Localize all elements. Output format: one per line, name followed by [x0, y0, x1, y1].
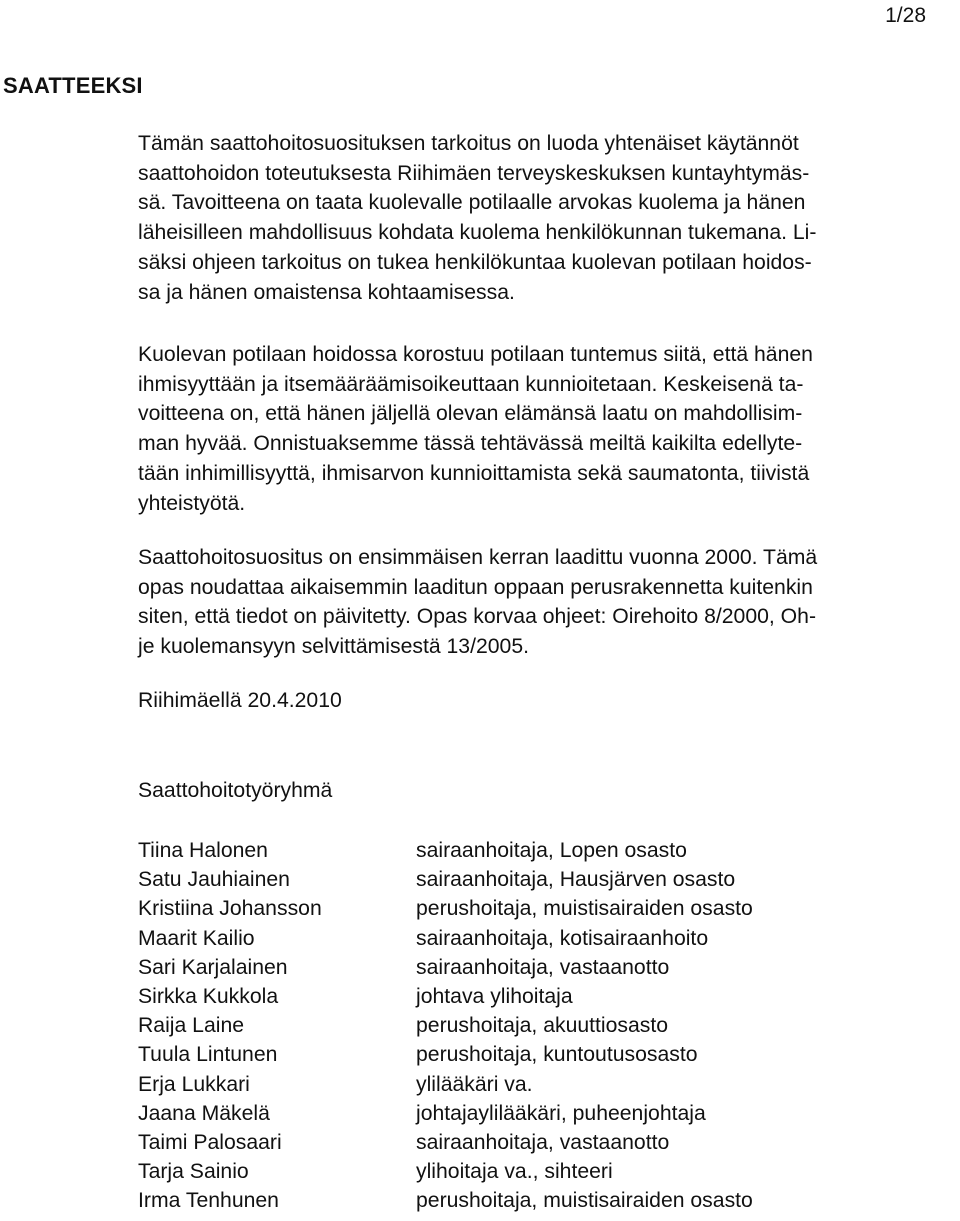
text-line: Kuolevan potilaan hoidossa korostuu potilaan tuntemus siitä, että hänen	[138, 343, 813, 366]
member-role: sairaanhoitaja, Lopen osasto	[416, 839, 687, 862]
member-name: Tuula Lintunen	[138, 1043, 278, 1067]
text-line: säksi ohjeen tarkoitus on tukea henkilökuntaa kuolevan potilaan hoidos-	[138, 250, 812, 274]
text-line: sä. Tavoitteena on taata kuolevalle potilaalle arvokas kuolema ja hänen	[138, 191, 806, 215]
text-line: je kuolemansyyn selvittämisestä 13/2005.	[138, 635, 529, 659]
place-and-date: Riihimäellä 20.4.2010	[138, 689, 342, 712]
member-role: perushoitaja, kuntoutusosasto	[416, 1043, 698, 1067]
member-row	[138, 1157, 938, 1186]
member-row	[138, 865, 938, 894]
member-name: Kristiina Johansson	[138, 897, 322, 921]
member-row	[138, 1011, 938, 1040]
page-number: 1/28	[885, 4, 926, 27]
working-group-title: Saattohoitotyöryhmä	[138, 779, 333, 802]
member-role: sairaanhoitaja, kotisairaanhoito	[416, 926, 709, 950]
text-line: man hyvää. Onnistuaksemme tässä tehtävässä meiltä kaikilta edellyte-	[138, 432, 803, 456]
section-heading: SAATTEEKSI	[3, 73, 143, 98]
intro-paragraph-purpose	[138, 129, 938, 307]
member-role: sairaanhoitaja, vastaanotto	[416, 955, 670, 979]
member-row	[138, 924, 938, 953]
member-role: perushoitaja, akuuttiosasto	[416, 1014, 669, 1038]
text-line: voitteena on, että hänen jäljellä olevan elämänsä laatu on mahdollisim-	[138, 402, 803, 426]
member-role: perushoitaja, muistisairaiden osasto	[416, 897, 753, 921]
member-role: ylilääkäri va.	[416, 1072, 533, 1096]
text-line: sa ja hänen omaistensa kohtaamisessa.	[138, 280, 515, 304]
member-name: Irma Tenhunen	[138, 1189, 279, 1213]
member-name: Jaana Mäkelä	[138, 1101, 270, 1125]
text-line: tään inhimillisyyttä, ihmisarvon kunnioittamista sekä saumatonta, tiivistä	[138, 461, 810, 485]
member-row	[138, 836, 938, 865]
member-name: Tarja Sainio	[138, 1160, 249, 1184]
working-group-members	[138, 836, 938, 1215]
member-name: Maarit Kailio	[138, 926, 255, 950]
member-row	[138, 953, 938, 982]
member-row	[138, 894, 938, 923]
text-line: saattohoidon toteutuksesta Riihimäen terveyskeskuksen kuntayhtymäs-	[138, 161, 810, 185]
text-line: ihmisyyttään ja itsemääräämisoikeuttaan kunnioitetaan. Keskeisenä ta-	[138, 372, 804, 396]
intro-paragraph-care	[138, 340, 938, 518]
member-role: sairaanhoitaja, vastaanotto	[416, 1130, 670, 1154]
member-role: ylihoitaja va., sihteeri	[416, 1160, 613, 1184]
text-line: Saattohoitosuositus on ensimmäisen kerran laadittu vuonna 2000. Tämä	[138, 546, 818, 569]
member-role: sairaanhoitaja, Hausjärven osasto	[416, 868, 736, 892]
intro-paragraph-history	[138, 543, 938, 662]
member-row	[138, 1040, 938, 1069]
member-role: johtajaylilääkäri, puheenjohtaja	[416, 1101, 706, 1125]
member-row	[138, 1128, 938, 1157]
member-name: Raija Laine	[138, 1014, 245, 1038]
member-name: Sirkka Kukkola	[138, 984, 279, 1008]
member-role: perushoitaja, muistisairaiden osasto	[416, 1189, 753, 1213]
member-name: Satu Jauhiainen	[138, 868, 290, 892]
member-row	[138, 1099, 938, 1128]
text-line: opas noudattaa aikaisemmin laaditun oppaan perusrakennetta kuitenkin	[138, 575, 813, 599]
member-row	[138, 1186, 938, 1215]
member-row	[138, 1070, 938, 1099]
text-line: läheisilleen mahdollisuus kohdata kuolema henkilökunnan tukemana. Li-	[138, 221, 817, 245]
member-name: Erja Lukkari	[138, 1072, 250, 1096]
member-row	[138, 982, 938, 1011]
text-line: Tämän saattohoitosuosituksen tarkoitus on luoda yhtenäiset käytännöt	[138, 132, 799, 155]
member-name: Taimi Palosaari	[138, 1130, 282, 1154]
text-line: siten, että tiedot on päivitetty. Opas korvaa ohjeet: Oirehoito 8/2000, Oh-	[138, 605, 816, 629]
member-name: Tiina Halonen	[138, 839, 268, 862]
text-line: yhteistyötä.	[138, 491, 246, 515]
member-name: Sari Karjalainen	[138, 955, 288, 979]
member-role: johtava ylihoitaja	[416, 984, 573, 1008]
